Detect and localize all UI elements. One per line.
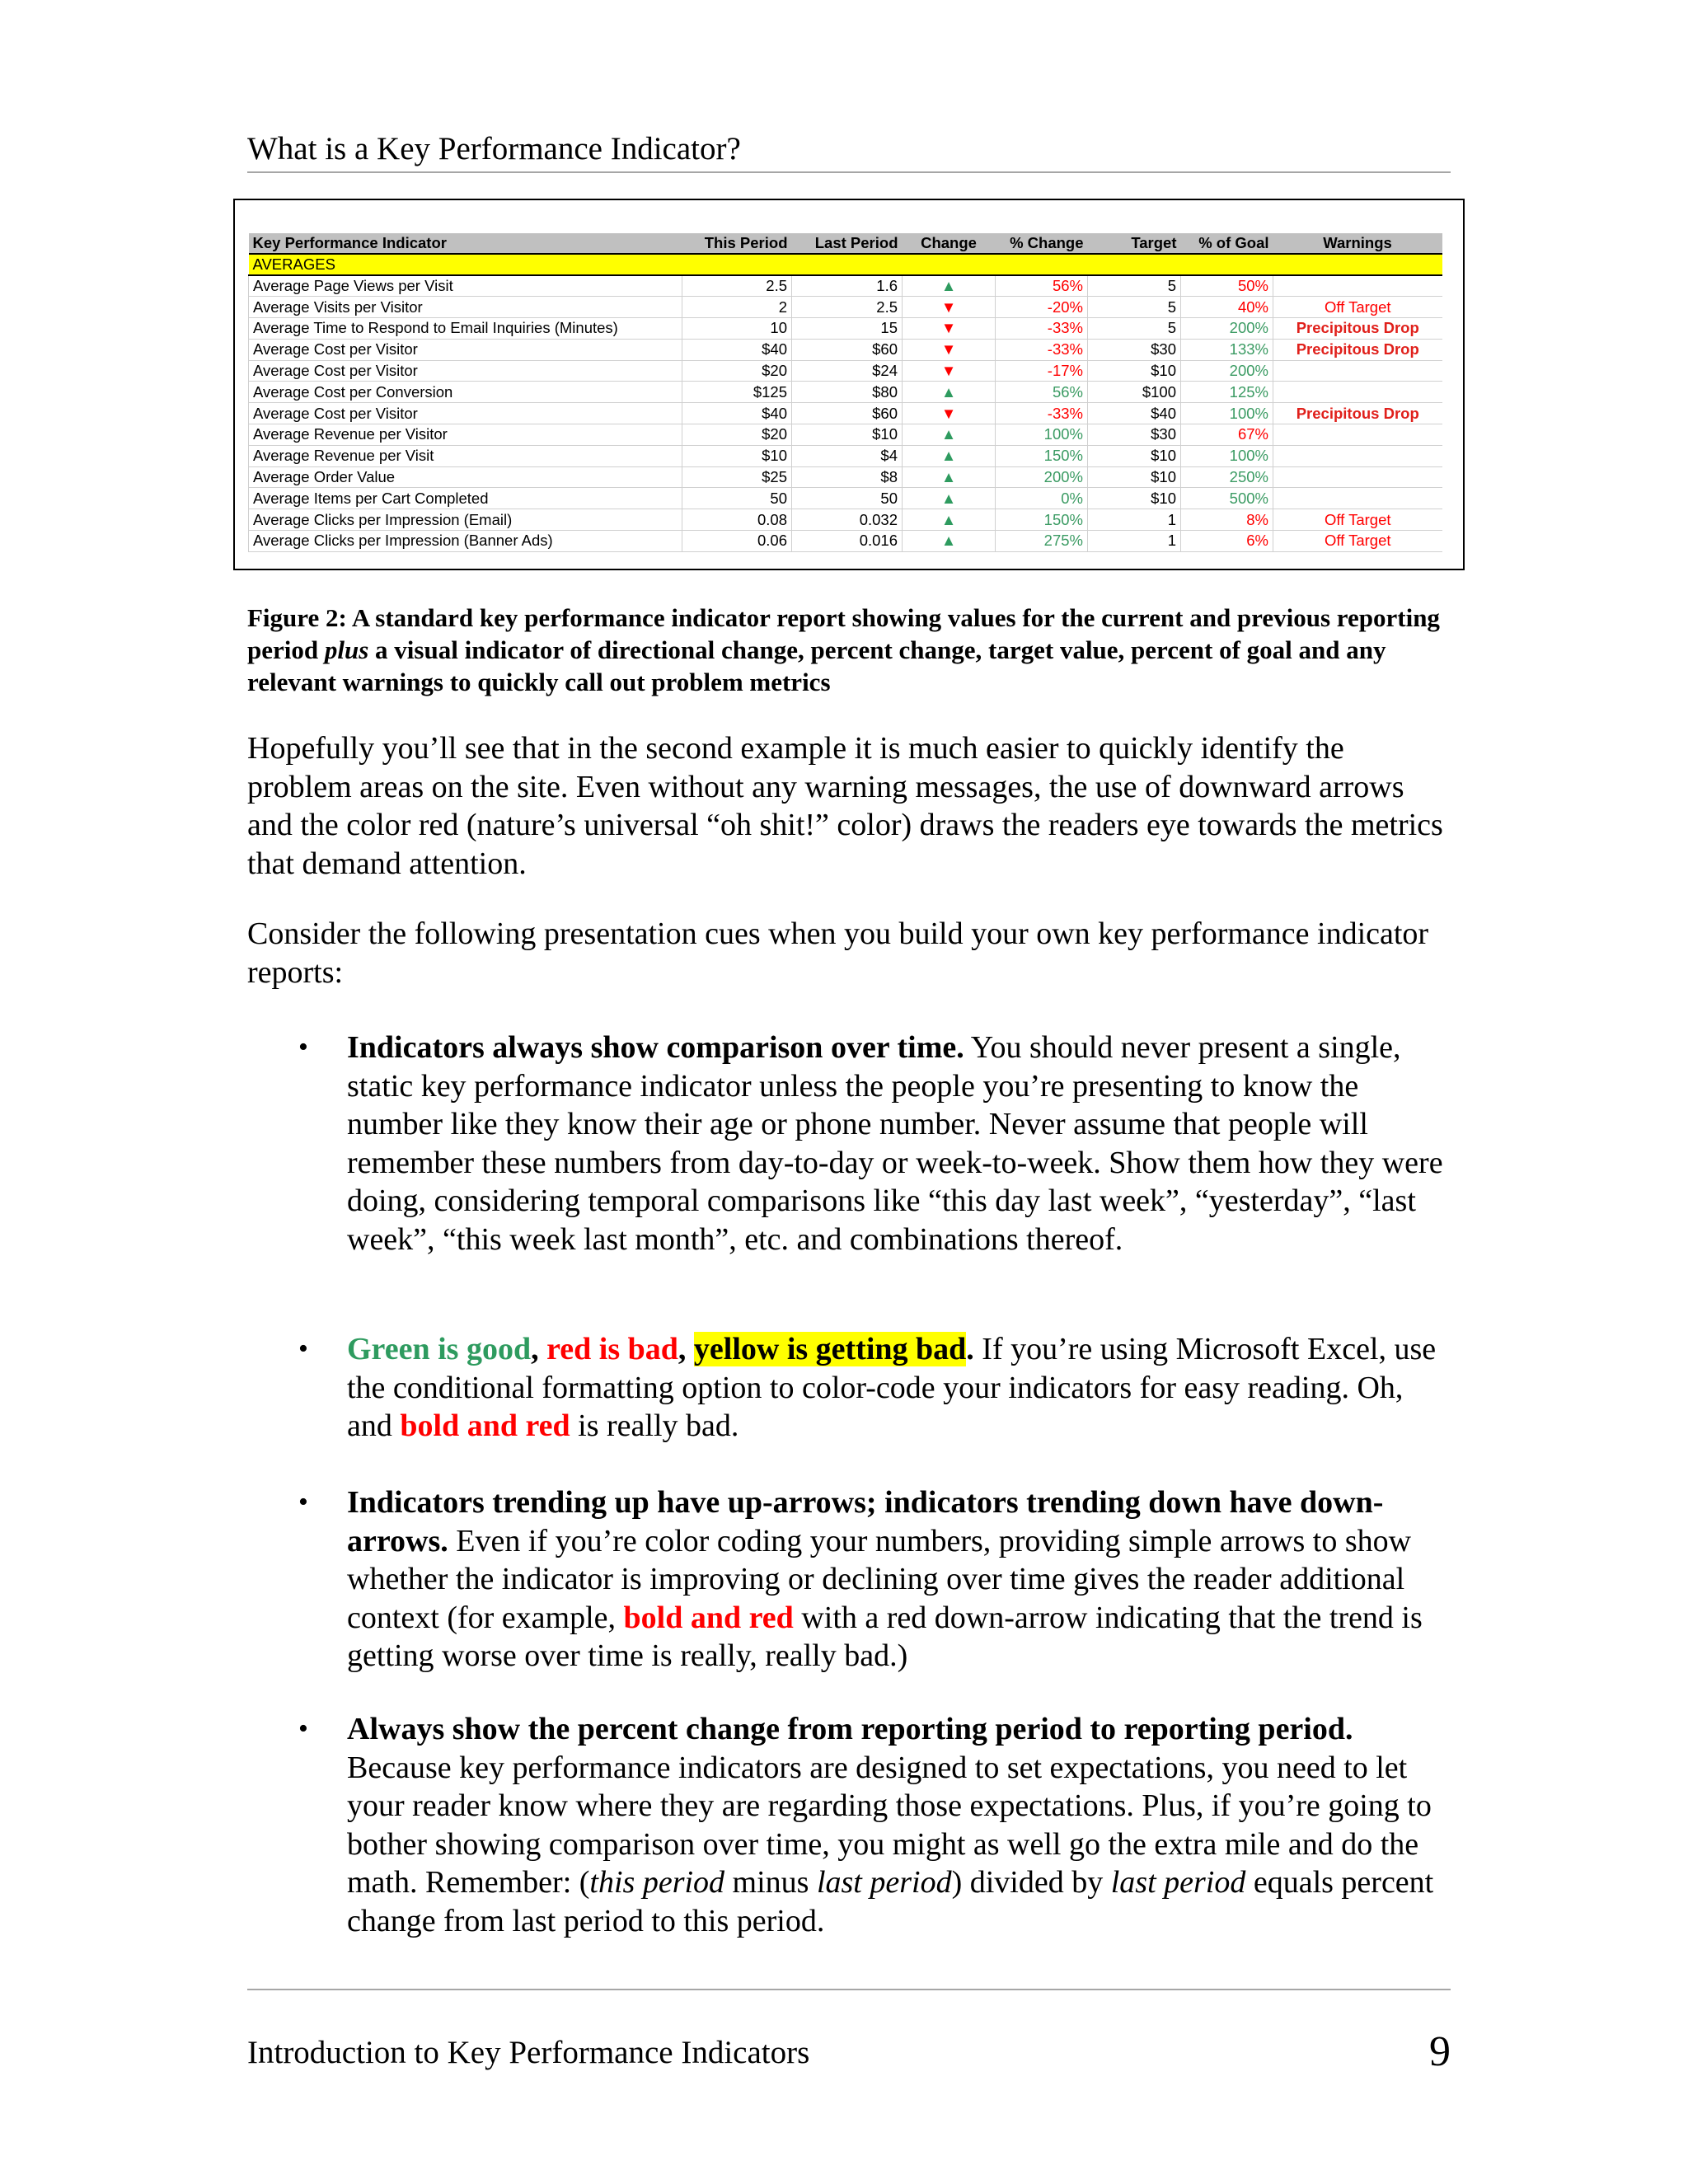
cell-last-period: $4 bbox=[792, 445, 903, 466]
cell-target: 1 bbox=[1088, 531, 1181, 552]
cell-pct-change: -33% bbox=[996, 403, 1088, 424]
up-arrow-icon: ▲ bbox=[903, 445, 996, 466]
col-header-pct-change: % Change bbox=[996, 233, 1088, 254]
bullet-text bbox=[347, 1029, 1451, 1258]
cell-pct-goal: 200% bbox=[1181, 360, 1273, 382]
table-row bbox=[249, 297, 1442, 318]
cell-pct-change: 150% bbox=[996, 445, 1088, 466]
cell-last-period: $60 bbox=[792, 403, 903, 424]
footer-divider bbox=[247, 1989, 1451, 1990]
bullet-icon: • bbox=[298, 1487, 308, 1517]
cell-kpi-name: Average Visits per Visitor bbox=[249, 297, 682, 318]
cell-pct-goal: 6% bbox=[1181, 531, 1273, 552]
cell-warning: Off Target bbox=[1273, 297, 1442, 318]
cell-pct-change: 200% bbox=[996, 466, 1088, 488]
cell-pct-change: 100% bbox=[996, 424, 1088, 446]
cell-this-period: 50 bbox=[682, 488, 792, 509]
cell-pct-goal: 250% bbox=[1181, 466, 1273, 488]
section-label: AVERAGES bbox=[249, 254, 1442, 275]
col-header-last-period: Last Period bbox=[792, 233, 903, 254]
bullet-body-3: ) divided by bbox=[951, 1865, 1111, 1900]
cell-warning bbox=[1273, 424, 1442, 446]
cell-pct-change: 275% bbox=[996, 531, 1088, 552]
bullet-body: Because key performance indicators are designed to set expectations, you need to let your reader know where they are regarding those expectations. Plus, if you’re going to bother showing comparison over time, you might as well go the extra mile and do the math. Remember: ( bbox=[347, 1750, 1432, 1900]
cell-warning bbox=[1273, 445, 1442, 466]
cell-warning bbox=[1273, 488, 1442, 509]
bold-and-red-text: bold and red bbox=[623, 1600, 794, 1635]
cell-pct-goal: 100% bbox=[1181, 403, 1273, 424]
section-row-averages bbox=[249, 254, 1442, 275]
page-header-title: What is a Key Performance Indicator? bbox=[247, 131, 741, 166]
cell-kpi-name: Average Cost per Visitor bbox=[249, 339, 682, 360]
up-arrow-icon: ▲ bbox=[903, 488, 996, 509]
up-arrow-icon: ▲ bbox=[903, 509, 996, 531]
comma: , bbox=[678, 1332, 694, 1366]
kpi-report-table bbox=[248, 233, 1442, 552]
down-arrow-icon: ▼ bbox=[903, 403, 996, 424]
cell-last-period: $24 bbox=[792, 360, 903, 382]
bullet-text bbox=[347, 1330, 1451, 1446]
header-divider bbox=[247, 171, 1451, 173]
bullet-body-end: with a red down-arrow indicating that the trend is getting worse over time is really, really bad.) bbox=[347, 1600, 1423, 1673]
cell-warning bbox=[1273, 275, 1442, 297]
cell-this-period: 0.08 bbox=[682, 509, 792, 531]
col-header-pct-goal: % of Goal bbox=[1181, 233, 1273, 254]
cell-last-period: 0.016 bbox=[792, 531, 903, 552]
caption-italic: plus bbox=[324, 635, 369, 664]
cell-last-period: 0.032 bbox=[792, 509, 903, 531]
page-number: 9 bbox=[1429, 2028, 1451, 2075]
table-row bbox=[249, 424, 1442, 446]
table-row bbox=[249, 339, 1442, 360]
cell-pct-goal: 100% bbox=[1181, 445, 1273, 466]
cell-pct-change: -17% bbox=[996, 360, 1088, 382]
cell-kpi-name: Average Cost per Visitor bbox=[249, 403, 682, 424]
cell-last-period: $80 bbox=[792, 382, 903, 403]
cell-last-period: $60 bbox=[792, 339, 903, 360]
cell-pct-change: -33% bbox=[996, 339, 1088, 360]
cell-kpi-name: Average Clicks per Impression (Email) bbox=[249, 509, 682, 531]
cell-pct-goal: 50% bbox=[1181, 275, 1273, 297]
cell-pct-change: 150% bbox=[996, 509, 1088, 531]
bullet-body: You should never present a single, static key performance indicator unless the people you’re presenting to know the number like they know their age or phone number. Never assume that people will remember these numbers from day-to-day or week-to-week. Show them how they were doing, considering temporal comparisons like “this day last week”, “yesterday”, “last week”, “this week last month”, etc. and combinations thereof. bbox=[347, 1030, 1443, 1257]
cell-pct-goal: 67% bbox=[1181, 424, 1273, 446]
cell-warning bbox=[1273, 466, 1442, 488]
cell-target: $40 bbox=[1088, 403, 1181, 424]
bullet-icon: • bbox=[298, 1032, 308, 1062]
col-header-target: Target bbox=[1088, 233, 1181, 254]
col-header-this-period: This Period bbox=[682, 233, 792, 254]
bullet-icon: • bbox=[298, 1333, 308, 1364]
cell-this-period: 10 bbox=[682, 318, 792, 340]
down-arrow-icon: ▼ bbox=[903, 297, 996, 318]
cell-last-period: $10 bbox=[792, 424, 903, 446]
cell-this-period: 2.5 bbox=[682, 275, 792, 297]
down-arrow-icon: ▼ bbox=[903, 360, 996, 382]
bullet-body: If you’re using Microsoft Excel, use the conditional formatting option to color-code your indicators for easy reading. Oh, and bbox=[347, 1332, 1437, 1443]
caption-text-1: Figure 2: A standard key performance indicator report showing values for the current and previous reporting period bbox=[247, 603, 1440, 664]
cell-this-period: $25 bbox=[682, 466, 792, 488]
down-arrow-icon: ▼ bbox=[903, 318, 996, 340]
cell-last-period: 50 bbox=[792, 488, 903, 509]
cell-target: $10 bbox=[1088, 466, 1181, 488]
period: . bbox=[966, 1332, 974, 1366]
body-paragraph-2: Consider the following presentation cues when you build your own key performance indicator reports: bbox=[247, 916, 1429, 990]
cell-target: $30 bbox=[1088, 424, 1181, 446]
col-header-kpi: Key Performance Indicator bbox=[249, 233, 682, 254]
cell-last-period: 15 bbox=[792, 318, 903, 340]
cell-warning bbox=[1273, 360, 1442, 382]
cell-target: $100 bbox=[1088, 382, 1181, 403]
bullet-body-2: minus bbox=[724, 1865, 817, 1900]
bullet-text bbox=[347, 1710, 1451, 1940]
cell-warning: Precipitous Drop bbox=[1273, 318, 1442, 340]
cell-pct-change: 0% bbox=[996, 488, 1088, 509]
bold-and-red-text: bold and red bbox=[400, 1408, 570, 1443]
table-row bbox=[249, 275, 1442, 297]
up-arrow-icon: ▲ bbox=[903, 382, 996, 403]
cell-warning: Precipitous Drop bbox=[1273, 339, 1442, 360]
up-arrow-icon: ▲ bbox=[903, 466, 996, 488]
cell-target: 5 bbox=[1088, 318, 1181, 340]
cell-kpi-name: Average Items per Cart Completed bbox=[249, 488, 682, 509]
cell-pct-goal: 8% bbox=[1181, 509, 1273, 531]
cell-warning bbox=[1273, 382, 1442, 403]
table-row bbox=[249, 382, 1442, 403]
cell-pct-change: 56% bbox=[996, 275, 1088, 297]
cell-last-period: 2.5 bbox=[792, 297, 903, 318]
table-header-row bbox=[249, 233, 1442, 254]
green-is-good-text: Green is good bbox=[347, 1332, 532, 1366]
cell-last-period: 1.6 bbox=[792, 275, 903, 297]
cell-pct-change: 56% bbox=[996, 382, 1088, 403]
cell-pct-goal: 500% bbox=[1181, 488, 1273, 509]
table-row bbox=[249, 403, 1442, 424]
cell-pct-goal: 133% bbox=[1181, 339, 1273, 360]
up-arrow-icon: ▲ bbox=[903, 531, 996, 552]
bullet-heading: Always show the percent change from reporting period to reporting period. bbox=[347, 1712, 1353, 1746]
cell-kpi-name: Average Revenue per Visit bbox=[249, 445, 682, 466]
col-header-change: Change bbox=[903, 233, 996, 254]
red-is-bad-text: red is bad bbox=[546, 1332, 678, 1366]
kpi-report-figure bbox=[233, 199, 1465, 570]
cell-kpi-name: Average Page Views per Visit bbox=[249, 275, 682, 297]
cell-kpi-name: Average Cost per Visitor bbox=[249, 360, 682, 382]
body-paragraph-1: Hopefully you’ll see that in the second example it is much easier to quickly identify the problem areas on the site. Even without any warning messages, the use of downward arrows and the color red (nature’s universal “oh shit!” color) draws the readers eye towards the metrics that demand attention. bbox=[247, 731, 1443, 881]
cell-this-period: $20 bbox=[682, 424, 792, 446]
cell-target: $30 bbox=[1088, 339, 1181, 360]
cell-this-period: $40 bbox=[682, 339, 792, 360]
cell-this-period: 0.06 bbox=[682, 531, 792, 552]
bullet-body-4: equals percent change from last period to this period. bbox=[347, 1865, 1434, 1938]
table-row bbox=[249, 318, 1442, 340]
table-row bbox=[249, 466, 1442, 488]
bullet-body: Even if you’re color coding your numbers, providing simple arrows to show whether the indicator is improving or declining over time gives the reader additional context (for example, bbox=[347, 1523, 1412, 1635]
cell-warning: Off Target bbox=[1273, 531, 1442, 552]
table-row bbox=[249, 488, 1442, 509]
cell-target: 5 bbox=[1088, 297, 1181, 318]
up-arrow-icon: ▲ bbox=[903, 424, 996, 446]
italic-last-period: last period bbox=[816, 1865, 952, 1900]
cell-this-period: $40 bbox=[682, 403, 792, 424]
cell-target: $10 bbox=[1088, 445, 1181, 466]
col-header-warnings: Warnings bbox=[1273, 233, 1442, 254]
cell-kpi-name: Average Revenue per Visitor bbox=[249, 424, 682, 446]
cell-this-period: $20 bbox=[682, 360, 792, 382]
comma: , bbox=[531, 1332, 547, 1366]
down-arrow-icon: ▼ bbox=[903, 339, 996, 360]
cell-this-period: $125 bbox=[682, 382, 792, 403]
cell-this-period: $10 bbox=[682, 445, 792, 466]
table-row bbox=[249, 445, 1442, 466]
cell-kpi-name: Average Clicks per Impression (Banner Ads) bbox=[249, 531, 682, 552]
yellow-is-getting-bad-text: yellow is getting bad bbox=[693, 1332, 967, 1366]
cell-warning: Precipitous Drop bbox=[1273, 403, 1442, 424]
cell-target: $10 bbox=[1088, 360, 1181, 382]
cell-pct-goal: 125% bbox=[1181, 382, 1273, 403]
footer-title: Introduction to Key Performance Indicators bbox=[247, 2035, 810, 2070]
caption-text-2: a visual indicator of directional change, percent change, target value, percent of goal and any relevant warnings to quickly call out problem metrics bbox=[247, 635, 1386, 696]
up-arrow-icon: ▲ bbox=[903, 275, 996, 297]
table-row bbox=[249, 360, 1442, 382]
bullet-icon: • bbox=[298, 1713, 308, 1744]
italic-last-period: last period bbox=[1110, 1865, 1246, 1900]
cell-warning: Off Target bbox=[1273, 509, 1442, 531]
cell-target: 5 bbox=[1088, 275, 1181, 297]
cell-last-period: $8 bbox=[792, 466, 903, 488]
cell-kpi-name: Average Cost per Conversion bbox=[249, 382, 682, 403]
cell-kpi-name: Average Time to Respond to Email Inquiries (Minutes) bbox=[249, 318, 682, 340]
table-row bbox=[249, 531, 1442, 552]
bullet-heading: Indicators always show comparison over time. bbox=[347, 1030, 964, 1065]
table-row bbox=[249, 509, 1442, 531]
italic-this-period: this period bbox=[589, 1865, 725, 1900]
bullet-text bbox=[347, 1483, 1451, 1675]
figure-caption bbox=[247, 602, 1451, 698]
cell-pct-change: -33% bbox=[996, 318, 1088, 340]
bullet-body-end: is really bad. bbox=[570, 1408, 739, 1443]
cell-target: 1 bbox=[1088, 509, 1181, 531]
cell-pct-goal: 200% bbox=[1181, 318, 1273, 340]
cell-pct-goal: 40% bbox=[1181, 297, 1273, 318]
bullet-heading: Indicators trending up have up-arrows; indicators trending down have down-arrows. bbox=[347, 1485, 1384, 1558]
cell-pct-change: -20% bbox=[996, 297, 1088, 318]
cell-kpi-name: Average Order Value bbox=[249, 466, 682, 488]
cell-this-period: 2 bbox=[682, 297, 792, 318]
cell-target: $10 bbox=[1088, 488, 1181, 509]
